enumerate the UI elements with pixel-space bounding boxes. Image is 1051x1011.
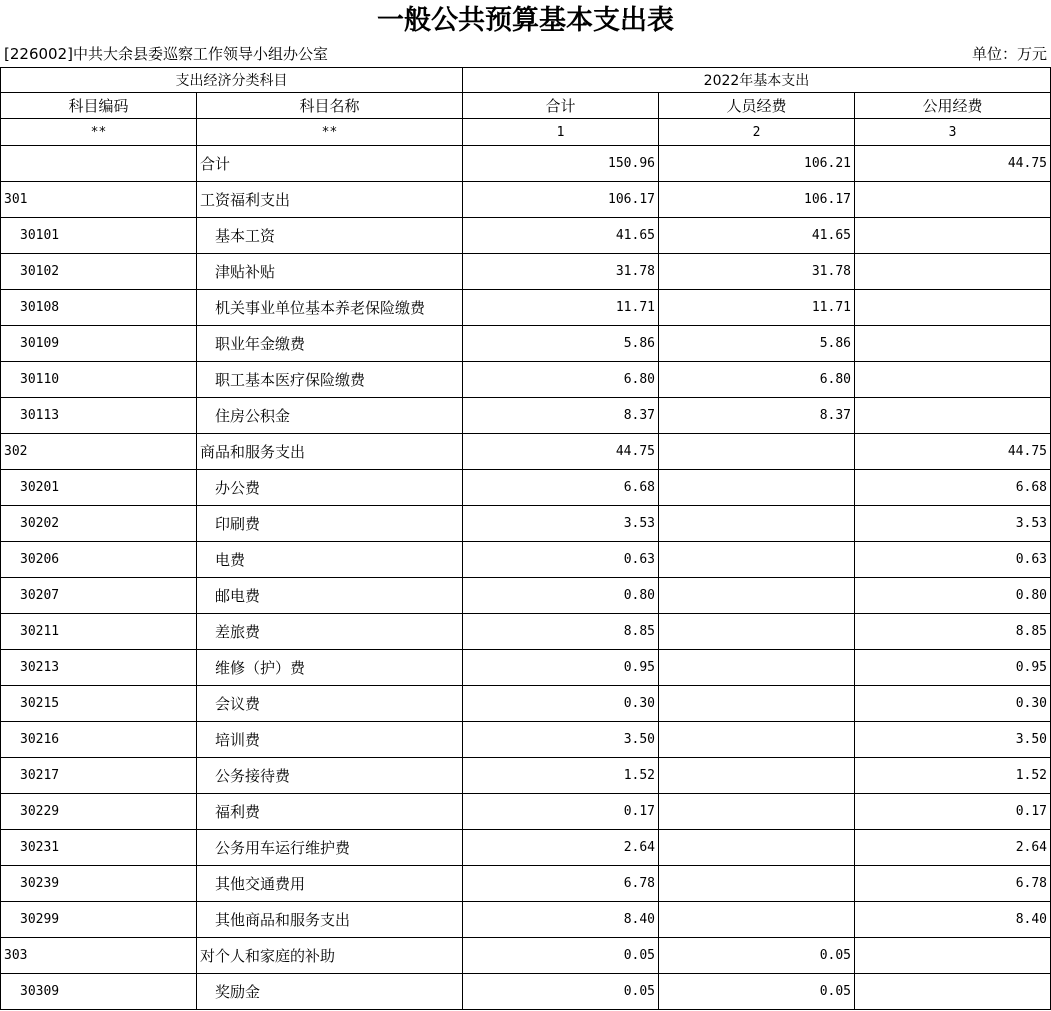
total-personnel: 106.21 [659, 146, 855, 182]
row-public: 44.75 [855, 434, 1051, 470]
row-total: 0.05 [463, 974, 659, 1010]
row-total: 0.05 [463, 938, 659, 974]
row-personnel [659, 758, 855, 794]
index-code: ** [1, 119, 197, 146]
table-row [1, 470, 1051, 506]
header-personnel: 人员经费 [659, 93, 855, 119]
row-personnel [659, 470, 855, 506]
row-personnel: 106.17 [659, 182, 855, 218]
row-code: 303 [1, 938, 197, 974]
row-name: 其他商品和服务支出 [197, 902, 463, 938]
row-public: 0.30 [855, 686, 1051, 722]
table-row [1, 902, 1051, 938]
table-row [1, 974, 1051, 1010]
unit-label: 单位：万元 [971, 45, 1047, 63]
table-row [1, 578, 1051, 614]
row-name: 对个人和家庭的补助 [197, 938, 463, 974]
row-code: 30216 [1, 722, 197, 758]
header-name: 科目名称 [197, 93, 463, 119]
index-personnel: 2 [659, 119, 855, 146]
row-total: 0.80 [463, 578, 659, 614]
row-personnel [659, 650, 855, 686]
header-group-classification: 支出经济分类科目 [1, 68, 463, 93]
row-personnel [659, 434, 855, 470]
header-index-row [1, 119, 1051, 146]
row-personnel [659, 902, 855, 938]
table-row [1, 434, 1051, 470]
table-row [1, 794, 1051, 830]
row-name: 会议费 [197, 686, 463, 722]
row-total: 5.86 [463, 326, 659, 362]
row-public [855, 290, 1051, 326]
row-public [855, 254, 1051, 290]
row-personnel [659, 830, 855, 866]
total-public: 44.75 [855, 146, 1051, 182]
row-personnel [659, 542, 855, 578]
budget-table [0, 67, 1051, 1010]
row-code: 30207 [1, 578, 197, 614]
row-personnel [659, 578, 855, 614]
total-name: 合计 [197, 146, 463, 182]
row-code: 30102 [1, 254, 197, 290]
row-public: 0.17 [855, 794, 1051, 830]
row-name: 维修（护）费 [197, 650, 463, 686]
total-total: 150.96 [463, 146, 659, 182]
row-personnel [659, 506, 855, 542]
row-total: 6.80 [463, 362, 659, 398]
row-personnel: 31.78 [659, 254, 855, 290]
row-public: 2.64 [855, 830, 1051, 866]
row-code: 30217 [1, 758, 197, 794]
row-total: 6.78 [463, 866, 659, 902]
table-row [1, 326, 1051, 362]
row-code: 30109 [1, 326, 197, 362]
total-row [1, 146, 1051, 182]
row-name: 差旅费 [197, 614, 463, 650]
total-code [1, 146, 197, 182]
row-total: 8.37 [463, 398, 659, 434]
header-column-row [1, 93, 1051, 119]
row-name: 其他交通费用 [197, 866, 463, 902]
row-total: 41.65 [463, 218, 659, 254]
row-name: 电费 [197, 542, 463, 578]
row-personnel: 11.71 [659, 290, 855, 326]
header-info [0, 43, 1051, 65]
row-code: 30201 [1, 470, 197, 506]
row-name: 公务用车运行维护费 [197, 830, 463, 866]
row-public: 3.50 [855, 722, 1051, 758]
row-public [855, 362, 1051, 398]
row-name: 福利费 [197, 794, 463, 830]
row-personnel: 5.86 [659, 326, 855, 362]
row-name: 职业年金缴费 [197, 326, 463, 362]
row-total: 1.52 [463, 758, 659, 794]
row-code: 30213 [1, 650, 197, 686]
row-personnel: 0.05 [659, 938, 855, 974]
row-personnel [659, 866, 855, 902]
row-public [855, 938, 1051, 974]
organization-label: [226002]中共大余县委巡察工作领导小组办公室 [4, 45, 328, 63]
table-row [1, 866, 1051, 902]
row-name: 印刷费 [197, 506, 463, 542]
row-code: 30229 [1, 794, 197, 830]
row-personnel [659, 614, 855, 650]
table-row [1, 218, 1051, 254]
row-total: 0.63 [463, 542, 659, 578]
table-row [1, 182, 1051, 218]
table-row [1, 938, 1051, 974]
table-row [1, 722, 1051, 758]
row-public [855, 398, 1051, 434]
index-public: 3 [855, 119, 1051, 146]
row-public [855, 974, 1051, 1010]
header-group-row [1, 68, 1051, 93]
row-total: 0.95 [463, 650, 659, 686]
row-public: 3.53 [855, 506, 1051, 542]
table-row [1, 254, 1051, 290]
row-code: 30299 [1, 902, 197, 938]
row-name: 公务接待费 [197, 758, 463, 794]
row-code: 30239 [1, 866, 197, 902]
row-total: 31.78 [463, 254, 659, 290]
row-personnel: 41.65 [659, 218, 855, 254]
row-public: 6.78 [855, 866, 1051, 902]
table-row [1, 362, 1051, 398]
table-row [1, 290, 1051, 326]
index-name: ** [197, 119, 463, 146]
header-group-basic-expense: 2022年基本支出 [463, 68, 1051, 93]
header-total: 合计 [463, 93, 659, 119]
row-total: 0.17 [463, 794, 659, 830]
index-total: 1 [463, 119, 659, 146]
row-total: 8.85 [463, 614, 659, 650]
row-name: 机关事业单位基本养老保险缴费 [197, 290, 463, 326]
row-code: 30101 [1, 218, 197, 254]
row-name: 培训费 [197, 722, 463, 758]
table-row [1, 614, 1051, 650]
table-row [1, 650, 1051, 686]
row-public: 0.95 [855, 650, 1051, 686]
row-name: 工资福利支出 [197, 182, 463, 218]
header-code: 科目编码 [1, 93, 197, 119]
row-code: 30211 [1, 614, 197, 650]
row-code: 30215 [1, 686, 197, 722]
table-row [1, 830, 1051, 866]
row-personnel: 0.05 [659, 974, 855, 1010]
row-public: 6.68 [855, 470, 1051, 506]
row-personnel: 6.80 [659, 362, 855, 398]
row-total: 3.50 [463, 722, 659, 758]
row-code: 30110 [1, 362, 197, 398]
row-name: 奖励金 [197, 974, 463, 1010]
row-name: 办公费 [197, 470, 463, 506]
row-code: 30206 [1, 542, 197, 578]
row-name: 商品和服务支出 [197, 434, 463, 470]
row-public: 8.85 [855, 614, 1051, 650]
page-title: 一般公共预算基本支出表 [377, 5, 674, 36]
row-code: 30231 [1, 830, 197, 866]
row-name: 津贴补贴 [197, 254, 463, 290]
row-personnel: 8.37 [659, 398, 855, 434]
row-public: 0.63 [855, 542, 1051, 578]
row-personnel [659, 686, 855, 722]
row-total: 44.75 [463, 434, 659, 470]
row-name: 基本工资 [197, 218, 463, 254]
row-code: 301 [1, 182, 197, 218]
row-personnel [659, 722, 855, 758]
row-code: 30113 [1, 398, 197, 434]
table-row [1, 506, 1051, 542]
row-total: 8.40 [463, 902, 659, 938]
row-name: 职工基本医疗保险缴费 [197, 362, 463, 398]
row-code: 30202 [1, 506, 197, 542]
row-name: 住房公积金 [197, 398, 463, 434]
row-total: 0.30 [463, 686, 659, 722]
table-row [1, 758, 1051, 794]
row-public: 8.40 [855, 902, 1051, 938]
row-code: 30108 [1, 290, 197, 326]
table-row [1, 686, 1051, 722]
table-row [1, 398, 1051, 434]
row-code: 302 [1, 434, 197, 470]
row-total: 3.53 [463, 506, 659, 542]
row-total: 106.17 [463, 182, 659, 218]
row-code: 30309 [1, 974, 197, 1010]
row-total: 11.71 [463, 290, 659, 326]
row-total: 2.64 [463, 830, 659, 866]
row-public [855, 182, 1051, 218]
table-row [1, 542, 1051, 578]
row-total: 6.68 [463, 470, 659, 506]
header-public: 公用经费 [855, 93, 1051, 119]
row-public: 1.52 [855, 758, 1051, 794]
row-public [855, 326, 1051, 362]
row-public: 0.80 [855, 578, 1051, 614]
row-personnel [659, 794, 855, 830]
row-name: 邮电费 [197, 578, 463, 614]
row-public [855, 218, 1051, 254]
